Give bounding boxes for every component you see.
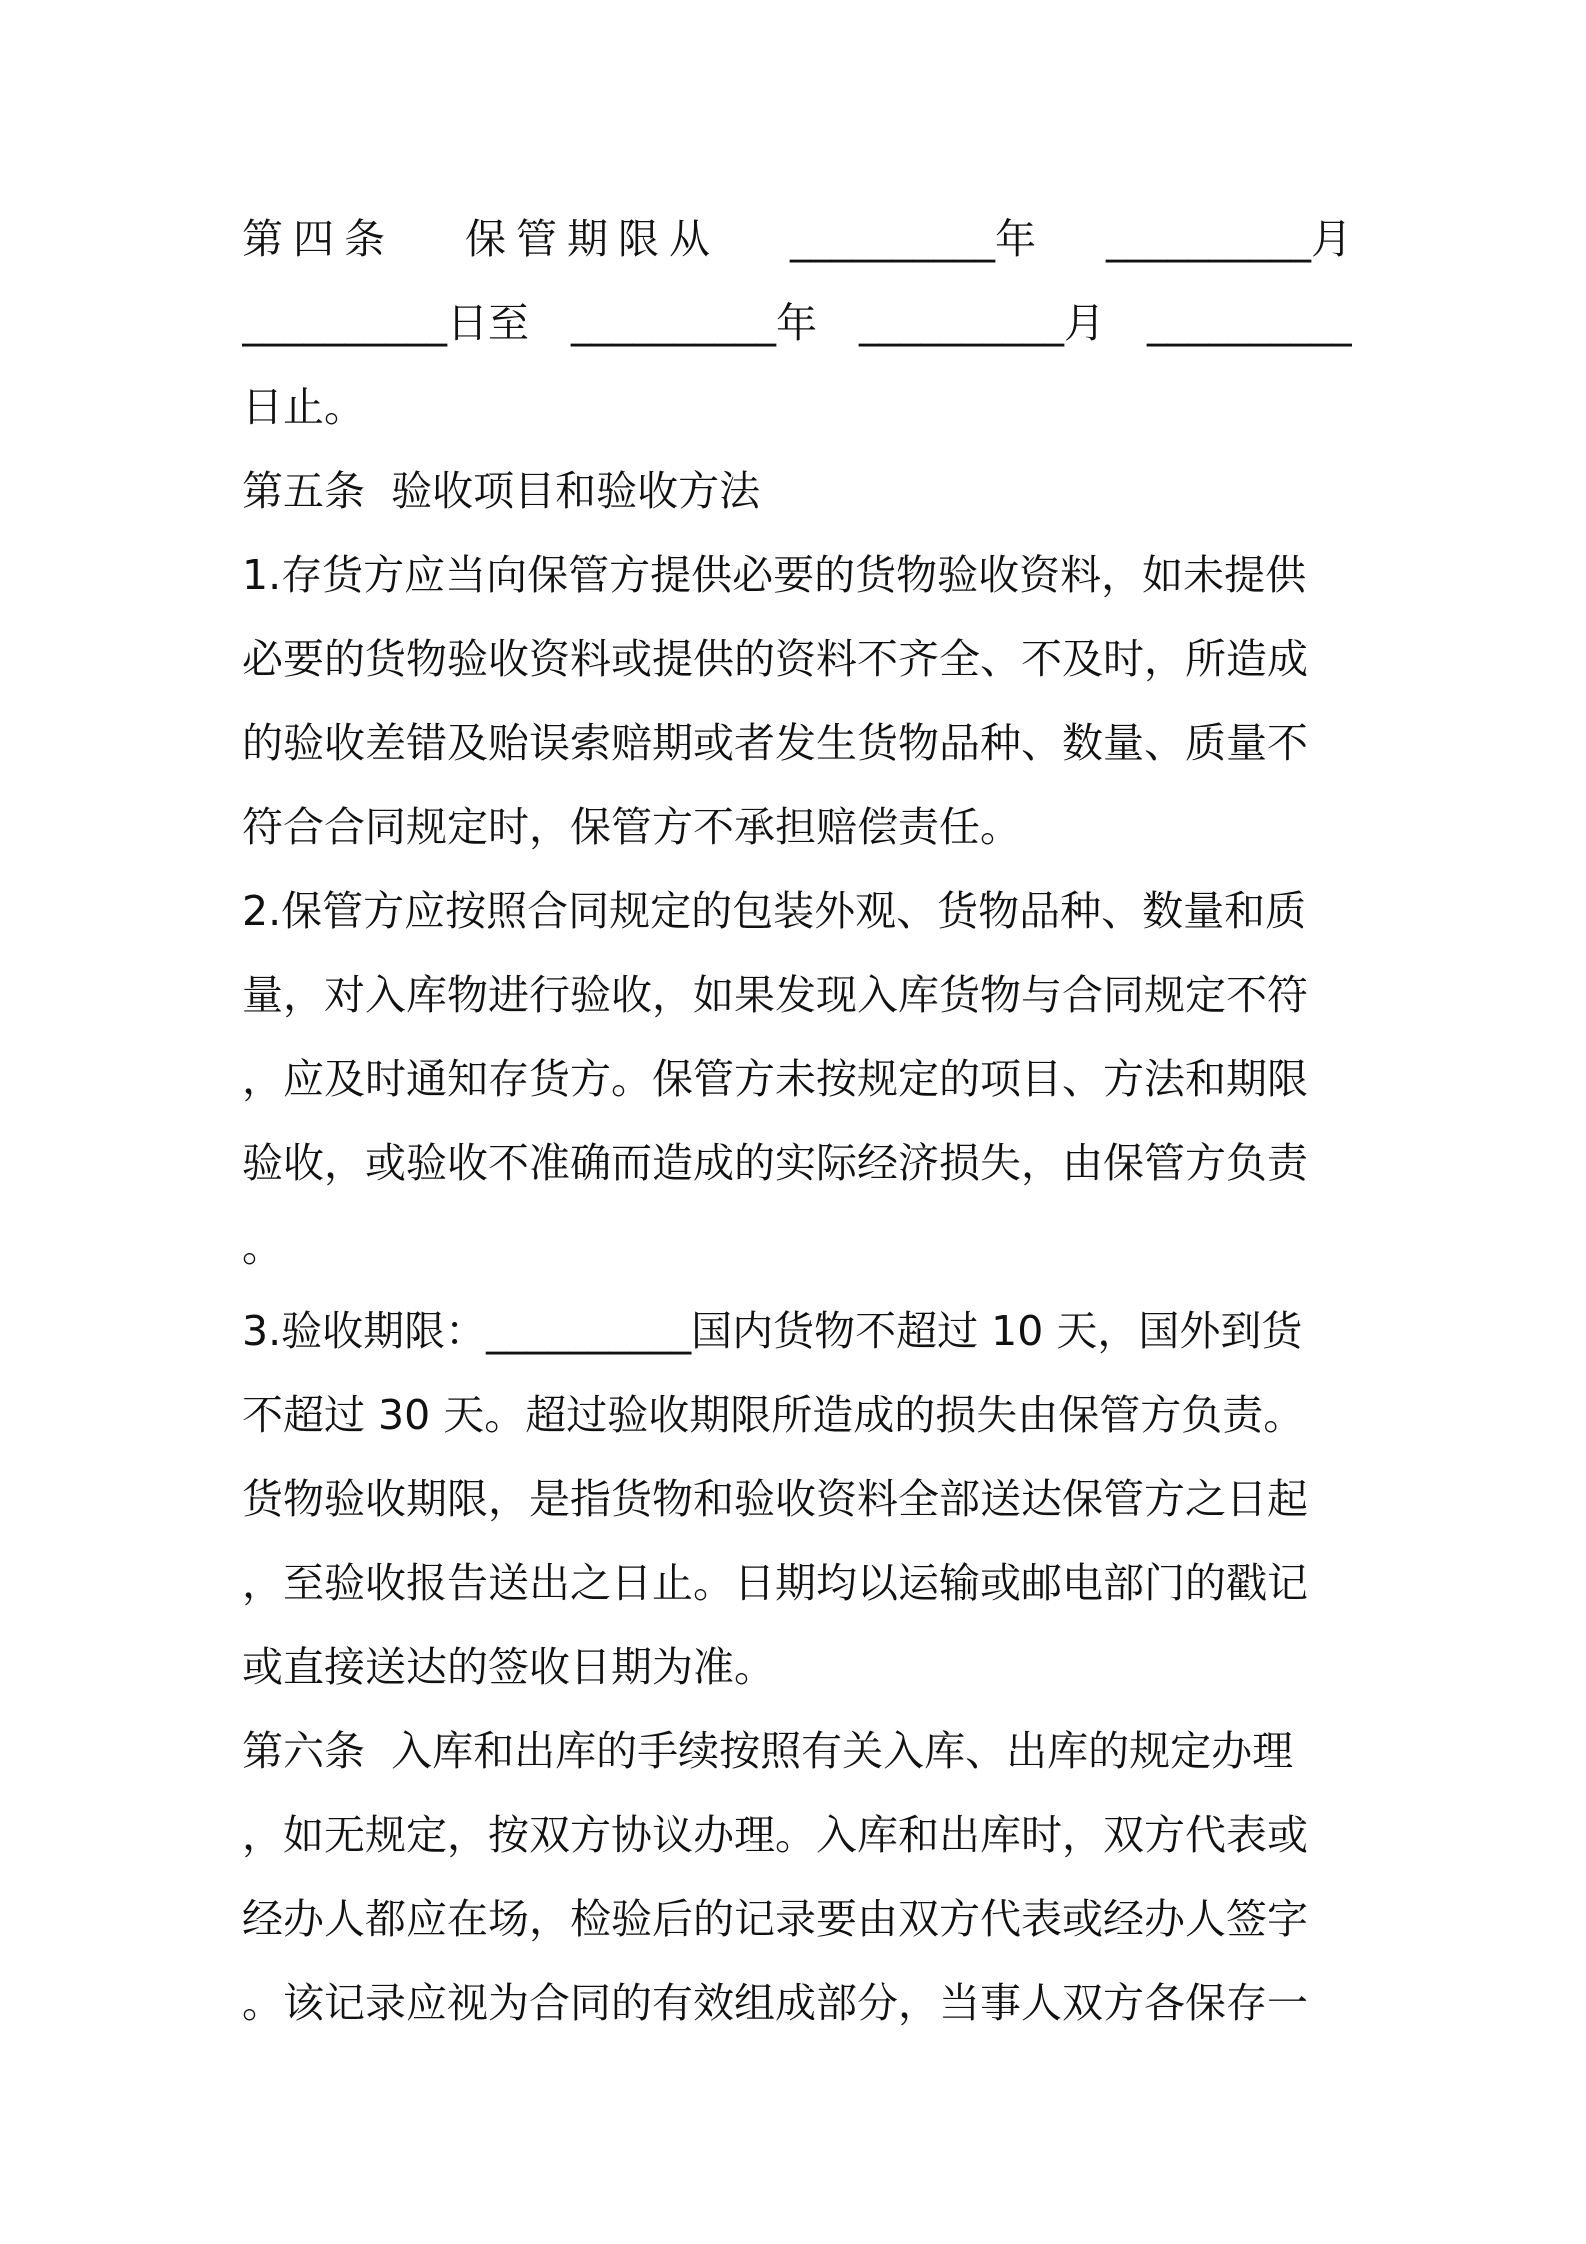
text-line: 验收，或验收不准确而造成的实际经济损失，由保管方负责 [242, 1139, 1308, 1187]
text-line: 符合合同规定时，保管方不承担赔偿责任。 [242, 803, 1021, 851]
start-day-blank: __________日至 [242, 299, 529, 347]
text-line: 货物验收期限，是指货物和验收资料全部送达保管方之日起 [242, 1475, 1308, 1523]
clause-5-heading: 第五条 验收项目和验收方法 [242, 467, 761, 515]
text-line: 1.存货方应当向保管方提供必要的货物验收资料，如未提供 [242, 551, 1307, 599]
clause-4-heading: 第四条 [242, 215, 395, 263]
text-line: 经办人都应在场，检验后的记录要由双方代表或经办人签字 [242, 1895, 1308, 1943]
text-line: ，应及时通知存货方。保管方未按规定的项目、方法和期限 [242, 1055, 1308, 1103]
text-line: ，如无规定，按双方协议办理。入库和出库时，双方代表或 [242, 1811, 1308, 1859]
text-line: 。该记录应视为合同的有效组成部分，当事人双方各保存一 [242, 1979, 1308, 2027]
text-line: 不超过 30 天。超过验收期限所造成的损失由保管方负责。 [242, 1391, 1305, 1439]
start-month-blank: __________月 [1106, 215, 1352, 263]
text-line: 日止。 [242, 383, 365, 431]
text-line: 或直接送达的签收日期为准。 [242, 1643, 775, 1691]
end-year-blank: __________年 [571, 299, 817, 347]
text-line: 3.验收期限：__________国内货物不超过 10 天，国外到货 [242, 1307, 1303, 1355]
text-line: 2.保管方应按照合同规定的包装外观、货物品种、数量和质 [242, 887, 1307, 935]
clause-4-text: 保管期限从 [465, 215, 720, 263]
end-day-blank: __________ [1147, 299, 1352, 347]
text-line: 的验收差错及贻误索赔期或者发生货物品种、数量、质量不 [242, 719, 1308, 767]
clause-4-line-1 [242, 197, 1352, 281]
text-line: 。 [242, 1223, 283, 1271]
clause-4-line-2 [242, 281, 1352, 365]
text-line: 必要的货物验收资料或提供的资料不齐全、不及时，所造成 [242, 635, 1308, 683]
text-line: 量，对入库物进行验收，如果发现入库货物与合同规定不符 [242, 971, 1308, 1019]
document-page [242, 197, 1352, 2045]
text-line: ，至验收报告送出之日止。日期均以运输或邮电部门的戳记 [242, 1559, 1308, 1607]
start-year-blank: __________年 [790, 215, 1036, 263]
end-month-blank: __________月 [859, 299, 1105, 347]
clause-6-line: 第六条 入库和出库的手续按照有关入库、出库的规定办理 [242, 1727, 1294, 1775]
